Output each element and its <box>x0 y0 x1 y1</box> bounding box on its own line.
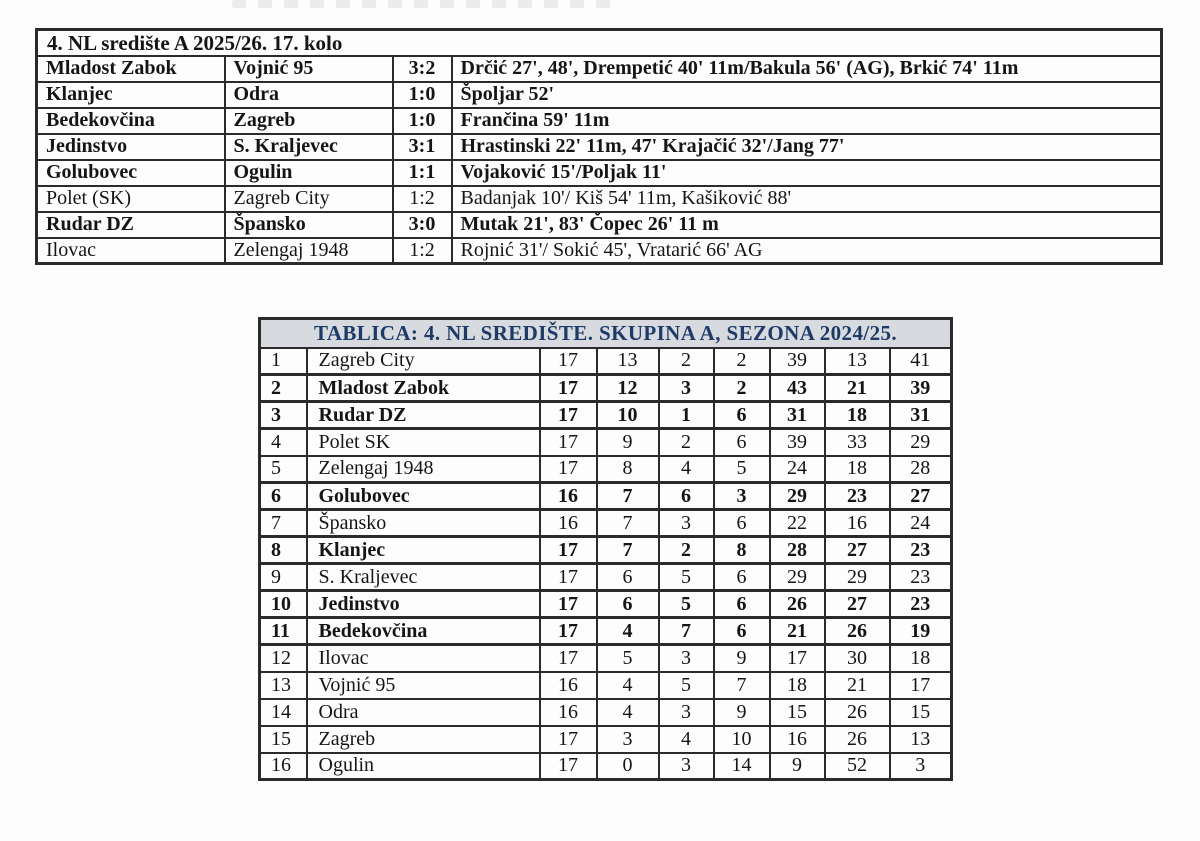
draws-cell: 5 <box>659 672 714 699</box>
draws-cell: 5 <box>659 591 714 618</box>
played-cell: 17 <box>540 645 597 672</box>
played-cell: 17 <box>540 375 597 402</box>
team-name-cell: Bedekovčina <box>307 618 540 645</box>
goals-for-cell: 15 <box>770 699 825 726</box>
losses-cell: 6 <box>714 510 770 537</box>
goals-for-cell: 28 <box>770 537 825 564</box>
points-cell: 13 <box>890 726 952 753</box>
wins-cell: 12 <box>597 375 659 402</box>
match-row <box>37 238 1162 264</box>
rank-cell: 1 <box>260 348 307 375</box>
standings-row <box>260 753 952 780</box>
away-team-cell: Špansko <box>225 212 393 238</box>
goals-for-cell: 43 <box>770 375 825 402</box>
standings-row <box>260 537 952 564</box>
score-cell: 1:1 <box>393 160 452 186</box>
wins-cell: 5 <box>597 645 659 672</box>
goals-against-cell: 27 <box>825 591 890 618</box>
standings-table-title: TABLICA: 4. NL SREDIŠTE. SKUPINA A, SEZONA 2024/25. <box>260 319 952 348</box>
draws-cell: 3 <box>659 510 714 537</box>
home-team-cell: Rudar DZ <box>37 212 225 238</box>
wins-cell: 7 <box>597 510 659 537</box>
rank-cell: 2 <box>260 375 307 402</box>
goals-against-cell: 27 <box>825 537 890 564</box>
wins-cell: 8 <box>597 456 659 483</box>
standings-row <box>260 456 952 483</box>
team-name-cell: Ogulin <box>307 753 540 780</box>
draws-cell: 2 <box>659 348 714 375</box>
points-cell: 19 <box>890 618 952 645</box>
standings-row <box>260 564 952 591</box>
losses-cell: 14 <box>714 753 770 780</box>
team-name-cell: Jedinstvo <box>307 591 540 618</box>
standings-row <box>260 510 952 537</box>
standings-row <box>260 699 952 726</box>
away-team-cell: Ogulin <box>225 160 393 186</box>
goals-for-cell: 26 <box>770 591 825 618</box>
losses-cell: 6 <box>714 591 770 618</box>
goals-for-cell: 39 <box>770 348 825 375</box>
rank-cell: 4 <box>260 429 307 456</box>
played-cell: 17 <box>540 537 597 564</box>
losses-cell: 9 <box>714 645 770 672</box>
team-name-cell: Mladost Zabok <box>307 375 540 402</box>
goals-against-cell: 13 <box>825 348 890 375</box>
draws-cell: 1 <box>659 402 714 429</box>
home-team-cell: Bedekovčina <box>37 108 225 134</box>
played-cell: 17 <box>540 591 597 618</box>
losses-cell: 5 <box>714 456 770 483</box>
league-standings-table-body <box>260 319 952 780</box>
draws-cell: 7 <box>659 618 714 645</box>
goals-for-cell: 22 <box>770 510 825 537</box>
standings-row <box>260 726 952 753</box>
home-team-cell: Jedinstvo <box>37 134 225 160</box>
losses-cell: 8 <box>714 537 770 564</box>
score-cell: 1:2 <box>393 186 452 212</box>
points-cell: 39 <box>890 375 952 402</box>
rank-cell: 15 <box>260 726 307 753</box>
goals-against-cell: 29 <box>825 564 890 591</box>
match-row <box>37 134 1162 160</box>
wins-cell: 4 <box>597 618 659 645</box>
points-cell: 29 <box>890 429 952 456</box>
scorers-cell: Frančina 59' 11m <box>452 108 1162 134</box>
team-name-cell: Zagreb <box>307 726 540 753</box>
goals-for-cell: 16 <box>770 726 825 753</box>
rank-cell: 6 <box>260 483 307 510</box>
standings-row <box>260 402 952 429</box>
losses-cell: 6 <box>714 402 770 429</box>
wins-cell: 7 <box>597 483 659 510</box>
losses-cell: 6 <box>714 564 770 591</box>
goals-against-cell: 26 <box>825 699 890 726</box>
team-name-cell: Golubovec <box>307 483 540 510</box>
home-team-cell: Klanjec <box>37 82 225 108</box>
score-cell: 1:2 <box>393 238 452 264</box>
losses-cell: 6 <box>714 429 770 456</box>
standings-row <box>260 429 952 456</box>
rank-cell: 10 <box>260 591 307 618</box>
wins-cell: 10 <box>597 402 659 429</box>
team-name-cell: Ilovac <box>307 645 540 672</box>
points-cell: 23 <box>890 537 952 564</box>
points-cell: 23 <box>890 564 952 591</box>
away-team-cell: Odra <box>225 82 393 108</box>
rank-cell: 8 <box>260 537 307 564</box>
scorers-cell: Hrastinski 22' 11m, 47' Krajačić 32'/Jang 77' <box>452 134 1162 160</box>
match-row <box>37 212 1162 238</box>
match-row <box>37 160 1162 186</box>
scorers-cell: Rojnić 31'/ Sokić 45', Vratarić 66' AG <box>452 238 1162 264</box>
away-team-cell: Zagreb City <box>225 186 393 212</box>
draws-cell: 3 <box>659 753 714 780</box>
goals-for-cell: 24 <box>770 456 825 483</box>
score-cell: 3:1 <box>393 134 452 160</box>
draws-cell: 4 <box>659 726 714 753</box>
wins-cell: 6 <box>597 591 659 618</box>
standings-row <box>260 591 952 618</box>
played-cell: 17 <box>540 753 597 780</box>
away-team-cell: Zagreb <box>225 108 393 134</box>
goals-against-cell: 18 <box>825 456 890 483</box>
points-cell: 41 <box>890 348 952 375</box>
played-cell: 17 <box>540 726 597 753</box>
score-cell: 1:0 <box>393 108 452 134</box>
played-cell: 17 <box>540 456 597 483</box>
scorers-cell: Drčić 27', 48', Drempetić 40' 11m/Bakula 56' (AG), Brkić 74' 11m <box>452 56 1162 82</box>
wins-cell: 0 <box>597 753 659 780</box>
wins-cell: 4 <box>597 672 659 699</box>
wins-cell: 3 <box>597 726 659 753</box>
results-header-row <box>37 30 1162 56</box>
losses-cell: 3 <box>714 483 770 510</box>
team-name-cell: Odra <box>307 699 540 726</box>
goals-for-cell: 21 <box>770 618 825 645</box>
scorers-cell: Špoljar 52' <box>452 82 1162 108</box>
rank-cell: 5 <box>260 456 307 483</box>
away-team-cell: S. Kraljevec <box>225 134 393 160</box>
goals-for-cell: 29 <box>770 483 825 510</box>
played-cell: 16 <box>540 699 597 726</box>
played-cell: 16 <box>540 672 597 699</box>
goals-against-cell: 30 <box>825 645 890 672</box>
losses-cell: 6 <box>714 618 770 645</box>
rank-cell: 16 <box>260 753 307 780</box>
draws-cell: 3 <box>659 699 714 726</box>
team-name-cell: Špansko <box>307 510 540 537</box>
draws-cell: 6 <box>659 483 714 510</box>
standings-row <box>260 645 952 672</box>
league-standings-table <box>258 317 953 781</box>
results-table-title: 4. NL središte A 2025/26. 17. kolo <box>37 30 1162 56</box>
points-cell: 3 <box>890 753 952 780</box>
played-cell: 17 <box>540 564 597 591</box>
losses-cell: 7 <box>714 672 770 699</box>
played-cell: 16 <box>540 483 597 510</box>
losses-cell: 2 <box>714 348 770 375</box>
goals-against-cell: 52 <box>825 753 890 780</box>
goals-against-cell: 16 <box>825 510 890 537</box>
team-name-cell: Rudar DZ <box>307 402 540 429</box>
points-cell: 18 <box>890 645 952 672</box>
match-results-table <box>35 28 1163 265</box>
rank-cell: 14 <box>260 699 307 726</box>
draws-cell: 2 <box>659 429 714 456</box>
home-team-cell: Ilovac <box>37 238 225 264</box>
score-cell: 1:0 <box>393 82 452 108</box>
goals-against-cell: 26 <box>825 618 890 645</box>
goals-for-cell: 39 <box>770 429 825 456</box>
away-team-cell: Zelengaj 1948 <box>225 238 393 264</box>
home-team-cell: Mladost Zabok <box>37 56 225 82</box>
match-row <box>37 186 1162 212</box>
points-cell: 24 <box>890 510 952 537</box>
standings-row <box>260 375 952 402</box>
score-cell: 3:0 <box>393 212 452 238</box>
goals-against-cell: 21 <box>825 375 890 402</box>
rank-cell: 3 <box>260 402 307 429</box>
goals-against-cell: 33 <box>825 429 890 456</box>
goals-against-cell: 21 <box>825 672 890 699</box>
cropped-text-artifact <box>232 0 612 8</box>
points-cell: 15 <box>890 699 952 726</box>
wins-cell: 4 <box>597 699 659 726</box>
standings-title-row <box>260 319 952 348</box>
standings-row <box>260 348 952 375</box>
draws-cell: 3 <box>659 645 714 672</box>
goals-for-cell: 18 <box>770 672 825 699</box>
rank-cell: 12 <box>260 645 307 672</box>
rank-cell: 13 <box>260 672 307 699</box>
match-results-table-body <box>37 30 1162 264</box>
rank-cell: 7 <box>260 510 307 537</box>
wins-cell: 13 <box>597 348 659 375</box>
points-cell: 17 <box>890 672 952 699</box>
home-team-cell: Golubovec <box>37 160 225 186</box>
standings-row <box>260 672 952 699</box>
goals-for-cell: 9 <box>770 753 825 780</box>
match-row <box>37 108 1162 134</box>
goals-for-cell: 29 <box>770 564 825 591</box>
scorers-cell: Mutak 21', 83' Čopec 26' 11 m <box>452 212 1162 238</box>
rank-cell: 11 <box>260 618 307 645</box>
draws-cell: 5 <box>659 564 714 591</box>
goals-against-cell: 23 <box>825 483 890 510</box>
played-cell: 17 <box>540 618 597 645</box>
team-name-cell: Polet SK <box>307 429 540 456</box>
points-cell: 27 <box>890 483 952 510</box>
match-row <box>37 82 1162 108</box>
standings-row <box>260 483 952 510</box>
home-team-cell: Polet (SK) <box>37 186 225 212</box>
team-name-cell: Zagreb City <box>307 348 540 375</box>
losses-cell: 10 <box>714 726 770 753</box>
team-name-cell: Zelengaj 1948 <box>307 456 540 483</box>
played-cell: 17 <box>540 402 597 429</box>
score-cell: 3:2 <box>393 56 452 82</box>
played-cell: 16 <box>540 510 597 537</box>
losses-cell: 9 <box>714 699 770 726</box>
goals-for-cell: 31 <box>770 402 825 429</box>
scorers-cell: Vojaković 15'/Poljak 11' <box>452 160 1162 186</box>
rank-cell: 9 <box>260 564 307 591</box>
points-cell: 23 <box>890 591 952 618</box>
goals-against-cell: 26 <box>825 726 890 753</box>
team-name-cell: S. Kraljevec <box>307 564 540 591</box>
team-name-cell: Klanjec <box>307 537 540 564</box>
wins-cell: 7 <box>597 537 659 564</box>
goals-against-cell: 18 <box>825 402 890 429</box>
losses-cell: 2 <box>714 375 770 402</box>
standings-row <box>260 618 952 645</box>
points-cell: 28 <box>890 456 952 483</box>
goals-for-cell: 17 <box>770 645 825 672</box>
played-cell: 17 <box>540 429 597 456</box>
scorers-cell: Badanjak 10'/ Kiš 54' 11m, Kašiković 88' <box>452 186 1162 212</box>
played-cell: 17 <box>540 348 597 375</box>
draws-cell: 2 <box>659 537 714 564</box>
draws-cell: 4 <box>659 456 714 483</box>
match-row <box>37 56 1162 82</box>
wins-cell: 6 <box>597 564 659 591</box>
draws-cell: 3 <box>659 375 714 402</box>
wins-cell: 9 <box>597 429 659 456</box>
team-name-cell: Vojnić 95 <box>307 672 540 699</box>
away-team-cell: Vojnić 95 <box>225 56 393 82</box>
points-cell: 31 <box>890 402 952 429</box>
